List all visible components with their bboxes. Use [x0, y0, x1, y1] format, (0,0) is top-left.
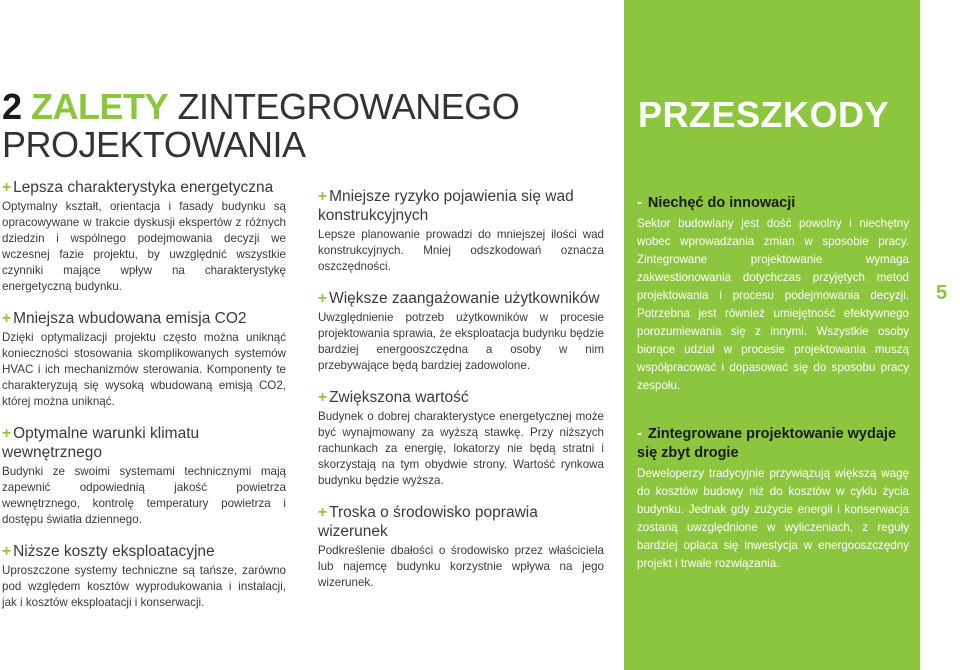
minus-icon: - [637, 426, 642, 442]
plus-icon: + [318, 188, 328, 205]
plus-icon: + [2, 425, 12, 442]
advantage-heading: + Troska o środowisko poprawia wizerunek [318, 504, 538, 540]
advantage-item [2, 424, 286, 528]
advantage-heading: + Większe zaangażowanie użytkowników [318, 290, 600, 307]
advantage-item [318, 187, 604, 275]
advantage-heading: + Niższe koszty eksploatacyjne [2, 543, 215, 560]
advantage-item [2, 309, 286, 410]
advantage-body: Optymalny kształt, orientacja i fasady budynku są opracowywane w trakcie dyskusji ekspertów z różnych dziedzin i wspólnego podejmowania decyzji we wczesnej fazie projektu, by uwzględnić wszystkie czynniki mające wpływ na charakterystykę energetyczną budynku. [2, 200, 286, 293]
advantage-body: Budynek o dobrej charakterystyce energetycznej może być wynajmowany za wyższą stawkę. Przy niższych rachunkach za energię, lokatorzy nie będą stratni i skorzystają na tym obydwie strony. Wartość rynkowa budynku będzie wyższa. [318, 410, 604, 487]
advantages-column-left [2, 178, 286, 625]
advantage-body: Budynki ze swoimi systemami technicznymi mają zapewnić odpowiednią jakość powietrza wewnętrznego, kontrolę temperatury powietrza i dostępu światła dziennego. [2, 465, 286, 526]
obstacle-item [637, 425, 909, 573]
obstacles-title: PRZESZKODY [638, 94, 890, 135]
title-rest: ZINTEGROWANEGO [177, 86, 520, 127]
advantage-item [318, 503, 604, 591]
advantage-item [2, 542, 286, 611]
obstacle-heading: - Zintegrowane projektowanie wydaje się zbyt drogie [637, 426, 897, 461]
obstacle-body: Sektor budowlany jest dość powolny i niechętny wobec wprowadzania zmian w sposobie pracy. Zintegrowane projektowanie wymaga zakwestionowania dotychczas przyjętych metod projektowania i procesu podejmowania decyzji. Potrzebna jest również umiejętność efektywnego porozumiewania się z innymi. Wszystkie osoby biorące udział w procesie projektowania muszą współpracować i dopasować się do sposobu pracy zespołu. [637, 217, 909, 392]
minus-icon: - [637, 195, 642, 211]
plus-icon: + [2, 543, 12, 560]
page-title [2, 88, 519, 164]
advantages-column-middle [318, 187, 604, 605]
advantage-heading: + Lepsza charakterystyka energetyczna [2, 179, 274, 196]
advantage-item [318, 289, 604, 374]
title-accent: ZALETY [31, 86, 169, 127]
advantage-body: Lepsze planowanie prowadzi do mniejszej ilości wad konstrukcyjnych. Mniej odszkodowań oznacza oszczędności. [318, 228, 604, 273]
advantage-heading: + Zwiększona wartość [318, 389, 469, 406]
advantage-body: Podkreślenie dbałości o środowisko przez właściciela lub najemcę budynku korzystnie wpływa na jego wizerunek. [318, 544, 604, 589]
plus-icon: + [2, 310, 12, 327]
obstacle-heading: - Niechęć do innowacji [637, 195, 796, 211]
section-number: 2 [2, 86, 22, 127]
advantage-heading: + Optymalne warunki klimatu wewnętrznego [2, 425, 200, 461]
plus-icon: + [318, 290, 328, 307]
plus-icon: + [2, 179, 12, 196]
advantage-body: Dzięki optymalizacji projektu często można uniknąć konieczności stosowania skomplikowanych systemów HVAC i ich mechanizmów sterowania. Komponenty te charakteryzują się wysoką wbudowaną emisją CO2, której można uniknąć. [2, 331, 286, 408]
advantage-item [2, 178, 286, 295]
advantage-heading: + Mniejsza wbudowana emisja CO2 [2, 310, 247, 327]
advantage-body: Uwzględnienie potrzeb użytkowników w procesie projektowania sprawia, że eksploatacja budynku będzie bardziej energooszczędna a osoby w nim przebywające będą bardziej zadowolone. [318, 311, 604, 372]
obstacle-item [637, 194, 909, 395]
plus-icon: + [318, 504, 328, 521]
page-number: 5 [936, 282, 948, 304]
advantage-heading: + Mniejsze ryzyko pojawienia się wad konstrukcyjnych [318, 188, 574, 224]
obstacles-column [637, 194, 909, 603]
advantage-body: Uproszczone systemy techniczne są tańsze, zarówno pod względem kosztów wyprodukowania i instalacji, jak i kosztów eksploatacji i konserwacji. [2, 564, 286, 609]
obstacle-body: Deweloperzy tradycyjnie przywiązują większą wagę do kosztów budowy niż do kosztów w cyklu życia budynku. Jednak gdy zużycie energii i konserwacja zostaną uwzględnione w wyliczeniach, z reguły bardziej opłaca się inwestycja w energooszczędny projekt i trwałe rozwiązania. [637, 467, 909, 570]
advantage-item [318, 388, 604, 489]
title-line2: PROJEKTOWANIA [2, 124, 306, 165]
plus-icon: + [318, 389, 328, 406]
